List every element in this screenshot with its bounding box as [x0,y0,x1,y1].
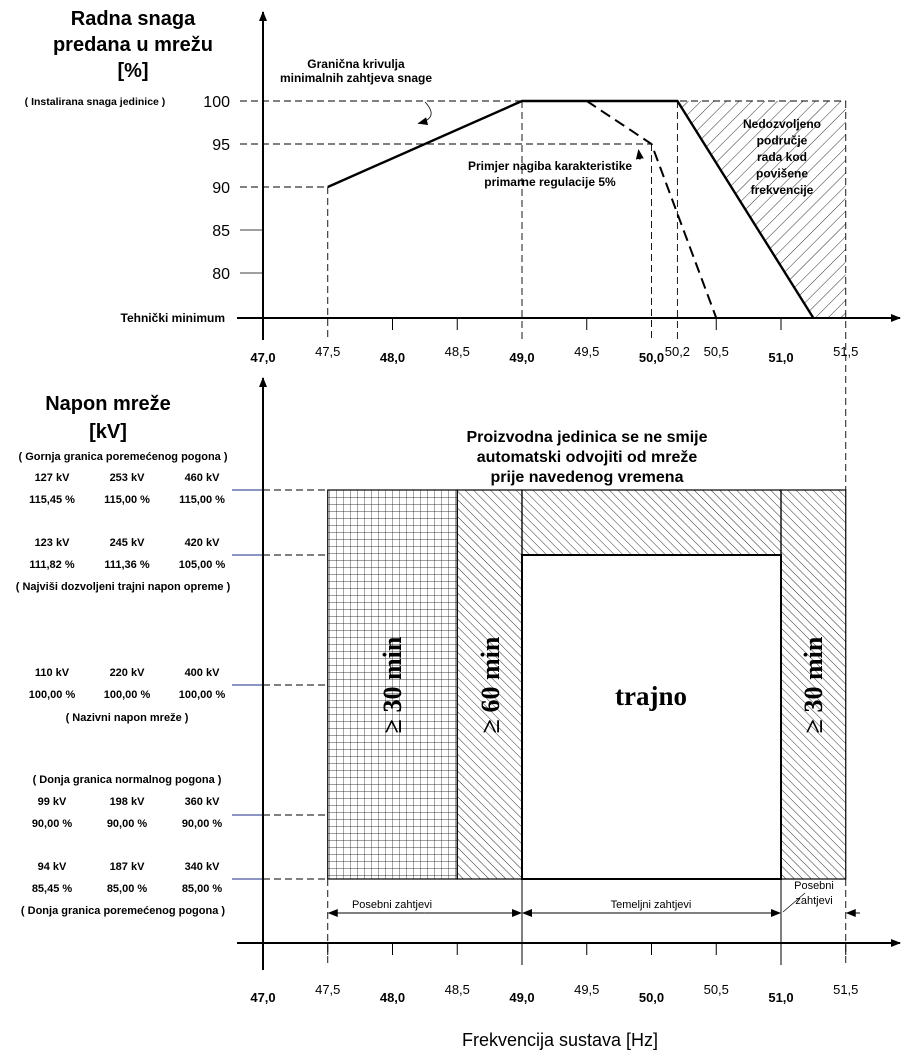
bottom-x-tick-label: 47,0 [250,990,276,1005]
top-x-tick-label: 50,2 [664,344,691,359]
voltage-kv-value: 198 kV [109,796,145,808]
annotation-line: Primjer nagiba karakteristike [467,159,633,173]
technical-minimum-label: Tehnički minimum [120,311,225,325]
y-tick-label: 80 [212,266,230,283]
voltage-percent-value: 105,00 % [178,559,226,571]
region-label-continuous: trajno [615,681,687,711]
bottom-x-tick-label: 51,0 [768,990,794,1005]
y-tick-label: 95 [212,137,230,154]
voltage-kv-value: 110 kV [34,667,70,679]
notice-line: prije navedenog vremena [490,469,684,486]
bottom-x-tick-label: 50,5 [703,982,729,997]
bottom-x-tick-label: 50,0 [638,990,665,1005]
voltage-percent-value: 90,00 % [181,818,223,830]
top-x-tick-label: 51,0 [768,350,794,365]
voltage-kv-value: 245 kV [109,537,145,549]
region-60min-top [522,490,781,555]
caption-nominal: ( Nazivni napon mreže ) [65,712,189,724]
special-requirements-left: Posebni zahtjevi [351,899,433,911]
annotation-line: Granična krivulja [307,57,405,71]
x-axis-title: Frekvencija sustava [Hz] [461,1030,659,1050]
region-label-60min: ≥ 60 min [476,636,505,734]
voltage-kv-value: 187 kV [109,861,145,873]
voltage-kv-value: 253 kV [109,472,145,484]
curve-annotation-arrow [418,102,431,123]
top-chart-title [53,8,213,82]
voltage-kv-value: 340 kV [184,861,220,873]
region-label-30min-low: ≥ 30 min [378,636,407,734]
caption-lower-disturbed: ( Donja granica poremećenog pogona ) [20,905,226,917]
droop-annotation-arrow [639,150,640,160]
voltage-percent-value: 100,00 % [103,689,151,701]
bottom-x-tick-label: 48,5 [444,982,470,997]
top-x-tick-label: 48,0 [379,350,406,365]
disconnect-notice [467,429,708,486]
voltage-kv-value: 360 kV [184,796,220,808]
voltage-kv-value: 94 kV [37,861,67,873]
top-x-tick-label: 50,5 [703,344,729,359]
forbidden-region-label: rada kod [756,150,808,164]
curve-annotation [280,57,432,85]
top-x-tick-label: 49,0 [509,350,535,365]
voltage-level-table [16,451,231,917]
forbidden-region-label: Nedozvoljeno [742,117,822,131]
bottom-x-tick-label: 51,5 [833,982,859,997]
bottom-chart-title [45,393,171,443]
top-y-tick-labels [203,94,230,283]
bottom-x-tick-label: 49,5 [574,982,600,997]
voltage-percent-value: 85,00 % [106,883,148,895]
voltage-percent-value: 100,00 % [178,689,226,701]
voltage-kv-value: 420 kV [184,537,220,549]
top-title-line: predana u mrežu [52,34,214,56]
voltage-kv-value: 460 kV [184,472,220,484]
y-tick-label: 100 [203,94,230,111]
annotation-line: minimalnih zahtjeva snage [279,71,433,85]
forbidden-region-label: frekvencije [750,183,814,197]
top-x-tick-label: 49,5 [574,344,600,359]
voltage-percent-value: 115,45 % [29,494,75,506]
bottom-title-line: Napon mreže [45,393,171,415]
top-x-tick-label: 47,0 [250,350,276,365]
bottom-title-line: [kV] [89,421,127,443]
forbidden-region-label: povišene [755,166,809,181]
special-requirements-right: Posebni [794,880,834,892]
annotation-line: primarne regulacije 5% [484,175,616,189]
region-label-30min-high: ≥ 30 min [799,636,828,734]
region-continuous [522,555,781,879]
caption-upper-disturbed: ( Gornja granica poremećenog pogona ) [18,451,228,463]
top-x-tick-label: 48,5 [444,344,470,359]
voltage-percent-value: 111,82 % [29,559,75,571]
y-tick-label: 85 [212,223,230,240]
caption-max-continuous: ( Najviši dozvoljeni trajni napon opreme ) [15,581,231,593]
voltage-kv-value: 220 kV [109,667,145,679]
voltage-percent-value: 90,00 % [31,818,73,830]
top-title-line: Radna snaga [70,8,196,30]
top-title-line: [%] [117,60,149,82]
voltage-kv-value: 400 kV [184,667,220,679]
requirement-labels [352,880,834,911]
voltage-kv-value: 127 kV [34,472,70,484]
basic-requirements: Temeljni zahtjevi [610,899,692,911]
voltage-percent-value: 115,00 % [104,494,150,506]
droop-annotation [468,159,632,189]
voltage-percent-value: 85,00 % [181,883,223,895]
special-requirements-right: zahtjevi [795,895,833,907]
top-x-tick-label: 51,5 [833,344,859,359]
voltage-kv-value: 123 kV [34,537,70,549]
voltage-percent-value: 115,00 % [179,494,225,506]
voltage-kv-value: 99 kV [37,796,67,808]
voltage-percent-value: 111,36 % [104,559,150,571]
bottom-x-tick-label: 47,5 [315,982,341,997]
bottom-x-tick-label: 48,0 [379,990,406,1005]
caption-lower-normal: ( Donja granica normalnog pogona ) [32,774,222,786]
voltage-percent-value: 90,00 % [106,818,148,830]
bottom-x-tick-label: 49,0 [509,990,535,1005]
voltage-percent-value: 85,45 % [31,883,73,895]
voltage-percent-value: 100,00 % [28,689,76,701]
notice-line: Proizvodna jedinica se ne smije [466,429,708,446]
forbidden-region-label: područje [756,133,808,148]
top-x-tick-label: 47,5 [315,344,341,359]
y-tick-label: 90 [212,180,230,197]
notice-line: automatski odvojiti od mreže [476,449,698,466]
installed-power-label: ( Instalirana snaga jedinice ) [24,96,166,108]
top-x-tick-label: 50,0 [638,350,665,365]
